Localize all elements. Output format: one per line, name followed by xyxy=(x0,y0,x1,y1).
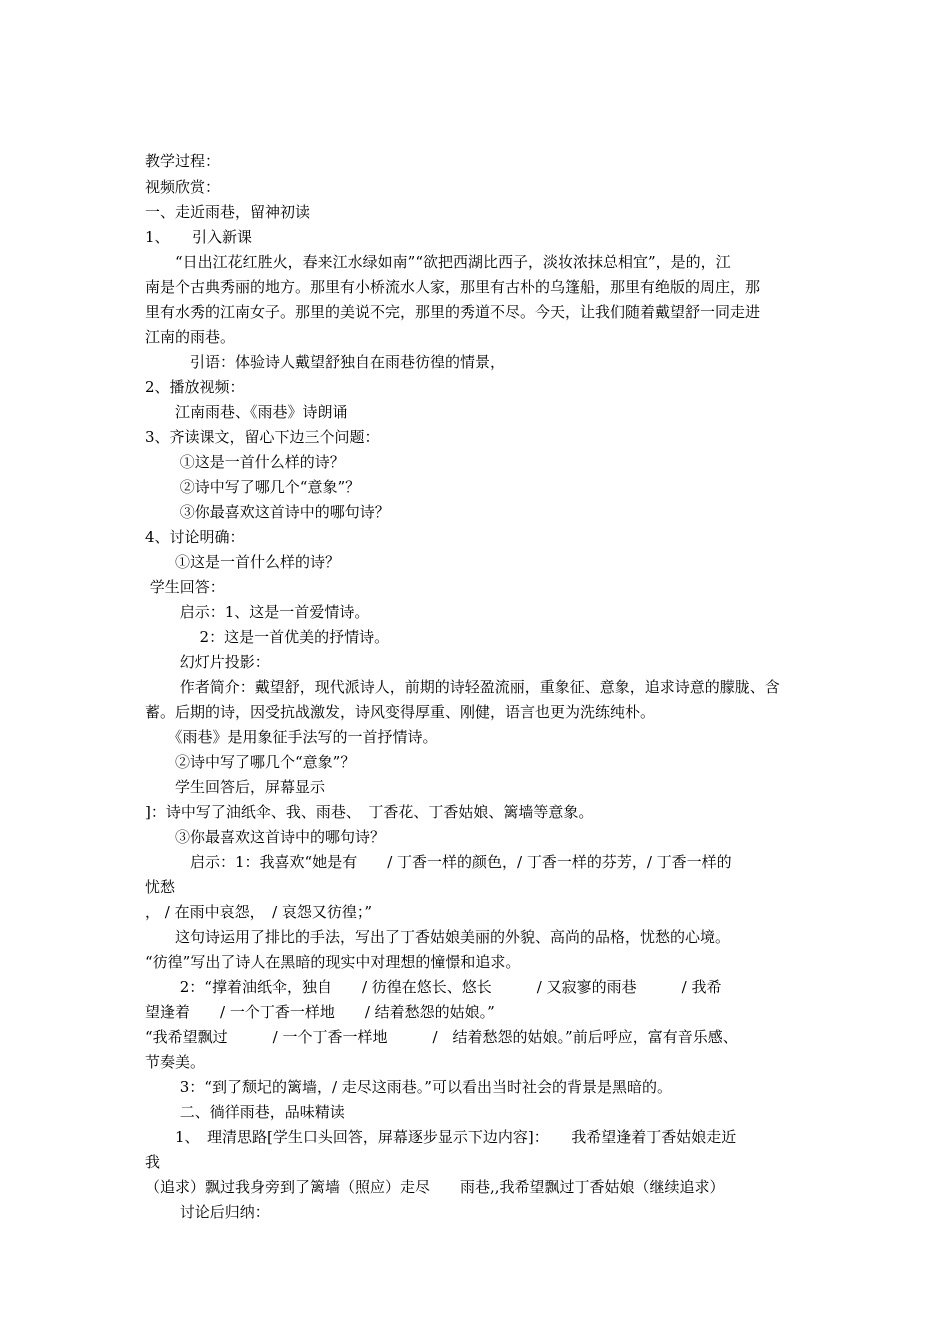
text-line: 《雨巷》是用象征手法写的一首抒情诗。 xyxy=(145,728,438,746)
text-line: 南是个古典秀丽的地方。那里有小桥流水人家，那里有古朴的乌篷船，那里有绝版的周庄，那 xyxy=(145,278,761,296)
text-line: ③你最喜欢这首诗中的哪句诗？ xyxy=(145,503,390,521)
section-heading: 二、徜徉雨巷，品味精读 xyxy=(145,1103,345,1121)
text-line: 视频欣赏： xyxy=(145,178,221,196)
text-line: 这句诗运用了排比的手法，写出了丁香姑娘美丽的外貌、高尚的品格，忧愁的心境。 xyxy=(145,928,731,946)
text-line: 2：这是一首优美的抒情诗。 xyxy=(145,628,390,646)
text-line: 江南雨巷、《雨巷》诗朗诵 xyxy=(145,403,348,421)
text-line: 学生回答后，屏幕显示 xyxy=(145,778,326,796)
text-line: 2、播放视频： xyxy=(145,378,245,396)
text-line: 作者简介：戴望舒，现代派诗人，前期的诗轻盈流丽，重象征、意象，追求诗意的朦胧、含 xyxy=(145,678,780,696)
text-line: 启示：1、这是一首爱情诗。 xyxy=(145,603,370,621)
text-line: 讨论后归纳： xyxy=(145,1203,270,1221)
text-line: 蓄。后期的诗，因受抗战激发，诗风变得厚重、刚健，语言也更为洗练纯朴。 xyxy=(145,703,656,721)
text-line: ]：诗中写了油纸伞、我、雨巷、 丁香花、丁香姑娘、篱墙等意象。 xyxy=(145,803,594,821)
text-line: ②诗中写了哪几个“意象”？ xyxy=(145,753,356,771)
text-line: 2：“撑着油纸伞，独自 / 彷徨在悠长、悠长 / 又寂寥的雨巷 / 我希 xyxy=(145,978,722,996)
text-line: 忧愁 xyxy=(145,878,176,896)
text-line: 4、讨论明确： xyxy=(145,528,245,546)
text-line: 1、 引入新课 xyxy=(145,228,253,246)
text-line: 3：“到了颓圮的篱墙，/ 走尽这雨巷。”可以看出当时社会的背景是黑暗的。 xyxy=(145,1078,672,1096)
text-line: 教学过程： xyxy=(145,152,221,170)
text-line: ③你最喜欢这首诗中的哪句诗？ xyxy=(145,828,386,846)
text-line: ， / 在雨中哀怨， / 哀怨又彷徨；” xyxy=(145,903,373,921)
text-line: 启示：1：我喜欢“她是有 / 丁香一样的颜色，/ 丁香一样的芬芳，/ 丁香一样的 xyxy=(145,853,732,871)
text-line: ①这是一首什么样的诗？ xyxy=(145,453,345,471)
text-line: 节奏美。 xyxy=(145,1053,206,1071)
text-line: 里有水秀的江南女子。那里的美说不完，那里的秀道不尽。今天，让我们随着戴望舒一同走进 xyxy=(145,303,761,321)
text-line: 3、齐读课文，留心下边三个问题： xyxy=(145,428,380,446)
text-line: “我希望飘过 / 一个丁香一样地 / 结着愁怨的姑娘。”前后呼应，富有音乐感、 xyxy=(145,1028,738,1046)
text-line: ①这是一首什么样的诗？ xyxy=(145,553,341,571)
text-line: 1、 理清思路[学生口头回答，屏幕逐步显示下边内容]： 我希望逢着丁香姑娘走近 xyxy=(145,1128,737,1146)
text-line: 我 xyxy=(145,1153,161,1171)
text-line: 引语：体验诗人戴望舒独自在雨巷彷徨的情景， xyxy=(145,353,506,371)
text-line: 望逢着 / 一个丁香一样地 / 结着愁怨的姑娘。” xyxy=(145,1003,495,1021)
text-line: 江南的雨巷。 xyxy=(145,328,236,346)
text-line: “彷徨”写出了诗人在黑暗的现实中对理想的憧憬和追求。 xyxy=(145,953,521,971)
text-line: ②诗中写了哪几个“意象”？ xyxy=(145,478,361,496)
text-line: “日出江花红胜火，春来江水绿如南”“欲把西湖比西子，淡妆浓抹总相宜”，是的，江 xyxy=(145,253,731,271)
text-line: （追求）飘过我身旁到了篱墙（照应）走尽 雨巷,,我希望飘过丁香姑娘（继续追求） xyxy=(145,1178,725,1196)
section-heading: 一、走近雨巷，留神初读 xyxy=(145,203,311,221)
text-line: 学生回答： xyxy=(145,578,225,596)
text-line: 幻灯片投影： xyxy=(145,653,270,671)
